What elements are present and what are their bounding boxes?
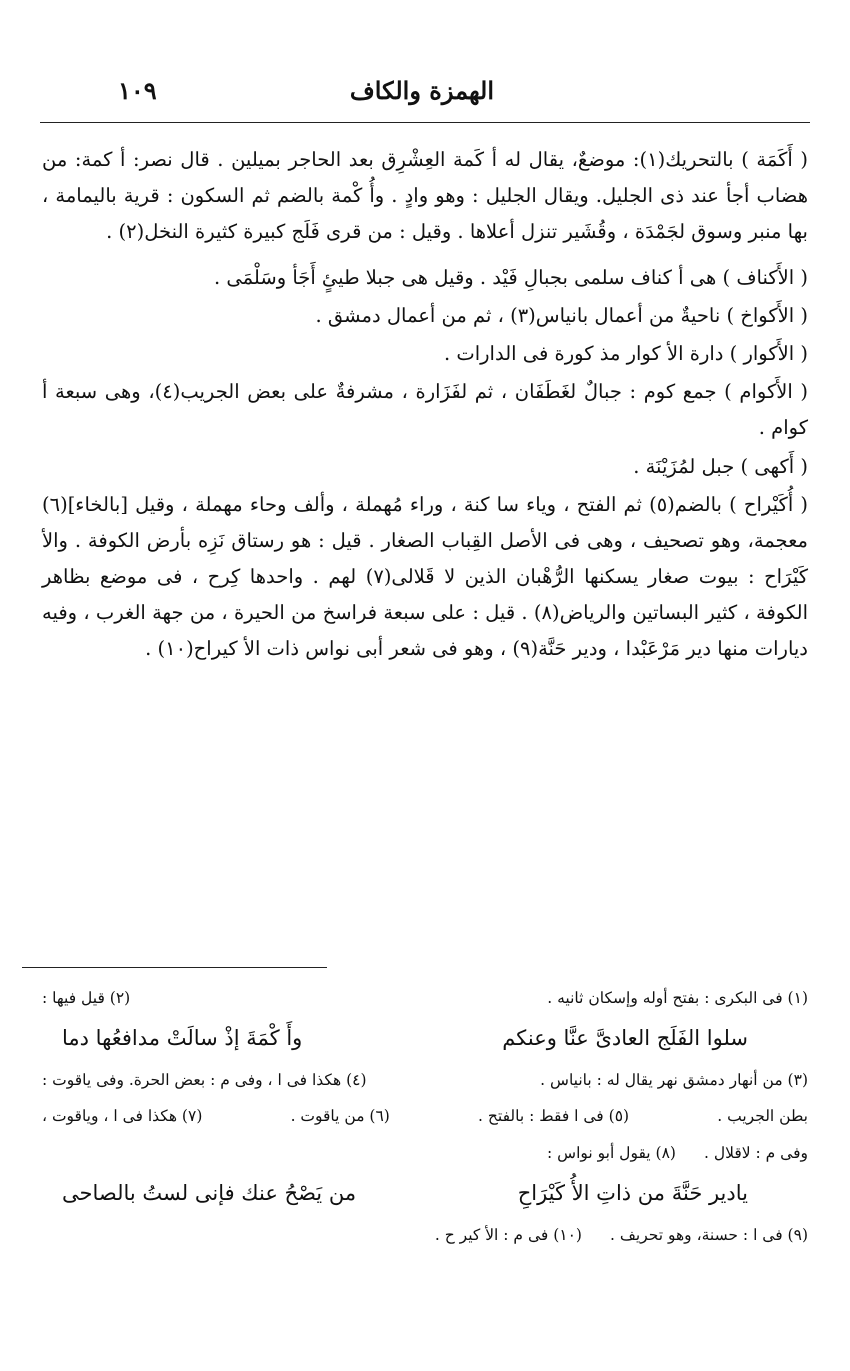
footnote-row <box>42 1067 808 1093</box>
footnote-10: (١٠) فى م : الأ كير ح . <box>434 1225 582 1244</box>
footnote-5: (٥) فى ا فقط : بالفتح . <box>478 1107 630 1126</box>
footnote-7: (٧) هكذا فى ا ، وياقوت ، <box>42 1107 203 1126</box>
main-text <box>42 142 808 677</box>
footnote-8: (٨) يقول أبو نواس : <box>547 1143 676 1162</box>
footnote-4: (٤) هكذا فى ا ، وفى م : بعض الحرة. وفى ياقوت : <box>42 1071 367 1090</box>
footnote-6: (٦) من ياقوت . <box>290 1107 390 1126</box>
footnote-4-cont: بطن الجريب . <box>717 1107 808 1126</box>
footnote-row <box>42 1222 808 1248</box>
entry-akha: ( أَكهى ) جبل لمُزَيْنَة . <box>633 454 808 478</box>
footnote-3: (٣) من أنهار دمشق نهر يقال له : بانياس . <box>540 1071 808 1090</box>
footnote-9: (٩) فى ا : حسنة، وهو تحريف . <box>609 1225 808 1244</box>
page-number: ١٠٩ <box>118 76 157 105</box>
footnotes <box>42 985 808 1258</box>
footnote-rule <box>22 967 327 968</box>
footnote-1: (١) فى البكرى : بفتح أوله وإسكان ثانيه . <box>547 989 808 1007</box>
verse-line <box>62 1021 748 1057</box>
page-header <box>100 76 754 106</box>
header-rule <box>40 122 810 123</box>
verse-hemistich: سلوا الفَلَج العادىَّ عنَّا وعنكم <box>502 1026 748 1051</box>
verse-hemistich: وأَ كْمَةَ إذْ سالَتْ مدافعُها دما <box>62 1026 303 1051</box>
verse-hemistich: يادير حَنَّةَ من ذاتِ الأُ كَيْرَاحِ <box>517 1181 748 1206</box>
entry-ukairah: ( أُكَيْراح ) بالضم(٥) ثم الفتح ، وياء سا كنة ، وراء مُهملة ، وألف وحاء مهملة ، وقيل [بالخاء](٦) معجمة، وهو تصحيف ، وهى فى الأصل القِباب الصغار . قيل : هو رستاق نَزِه بأرض الكوفة . والأ كَيْرَاح : بيوت صغار يسكنها الرُّهْبان الذين لا قَلالى(٧) لهم . واحدها كِرح ، فى موضع بظاهر الكوفة ، كثير البساتين والرياض(٨) . قيل : على سبعة فراسخ من الحيرة ، من جهة الغرب ، وفيه ديارات منها دير مَرْعَبْدا ، ودير حَنَّة(٩) ، وهو فى شعر أبى نواس ذات الأ كيراح(١٠) . <box>42 492 809 660</box>
entry-akama: ( أَكَمَة ) بالتحريك(١): موضعٌ، يقال له أ كَمة العِشْرِق بعد الحاجر بميلين . قال نصر: أ كمة: من هضاب أجأ عند ذى الجليل. ويقال الجليل : وهو وادٍ . وأُ كْمة بالضم ثم السكون : قرية باليمامة ، بها منبر وسوق لجَمْدَة ، وقُشَير تنزل أعلاها . وقيل : من قرى فَلَج كبيرة كثيرة النخل(٢) . <box>42 148 809 244</box>
footnote-row <box>42 1140 808 1166</box>
footnote-2: (٢) قيل فيها : <box>42 989 131 1007</box>
verse-hemistich: من يَصْحُ عنك فإنى لستُ بالصاحى <box>62 1181 357 1206</box>
footnote-row <box>42 1103 808 1129</box>
entry-akwar: ( الأَكوار ) دارة الأ كوار مذ كورة فى الدارات . <box>443 342 808 366</box>
entry-akwam: ( الأَكوام ) جمع كوم : جبالٌ لغَطَفَان ، ثم لفَزَارة ، مشرفةٌ على بعض الجريب(٤)، وهى سبعة أ كوام . <box>42 380 809 440</box>
running-title: الهمزة والكاف <box>349 76 494 105</box>
entry-aknaf: ( الأَكناف ) هى أ كناف سلمى بجبالِ فَيْد . وقيل هى جبلا طيئٍ أَجَأ وسَلْمَى . <box>213 266 808 290</box>
footnote-row <box>42 985 808 1011</box>
footnote-7-cont: وفى م : لاقلال . <box>703 1143 808 1162</box>
verse-line <box>62 1176 748 1212</box>
entry-akwakh: ( الأَكواخ ) ناحيةٌ من أعمال بانياس(٣) ، ثم من أعمال دمشق . <box>315 304 808 328</box>
